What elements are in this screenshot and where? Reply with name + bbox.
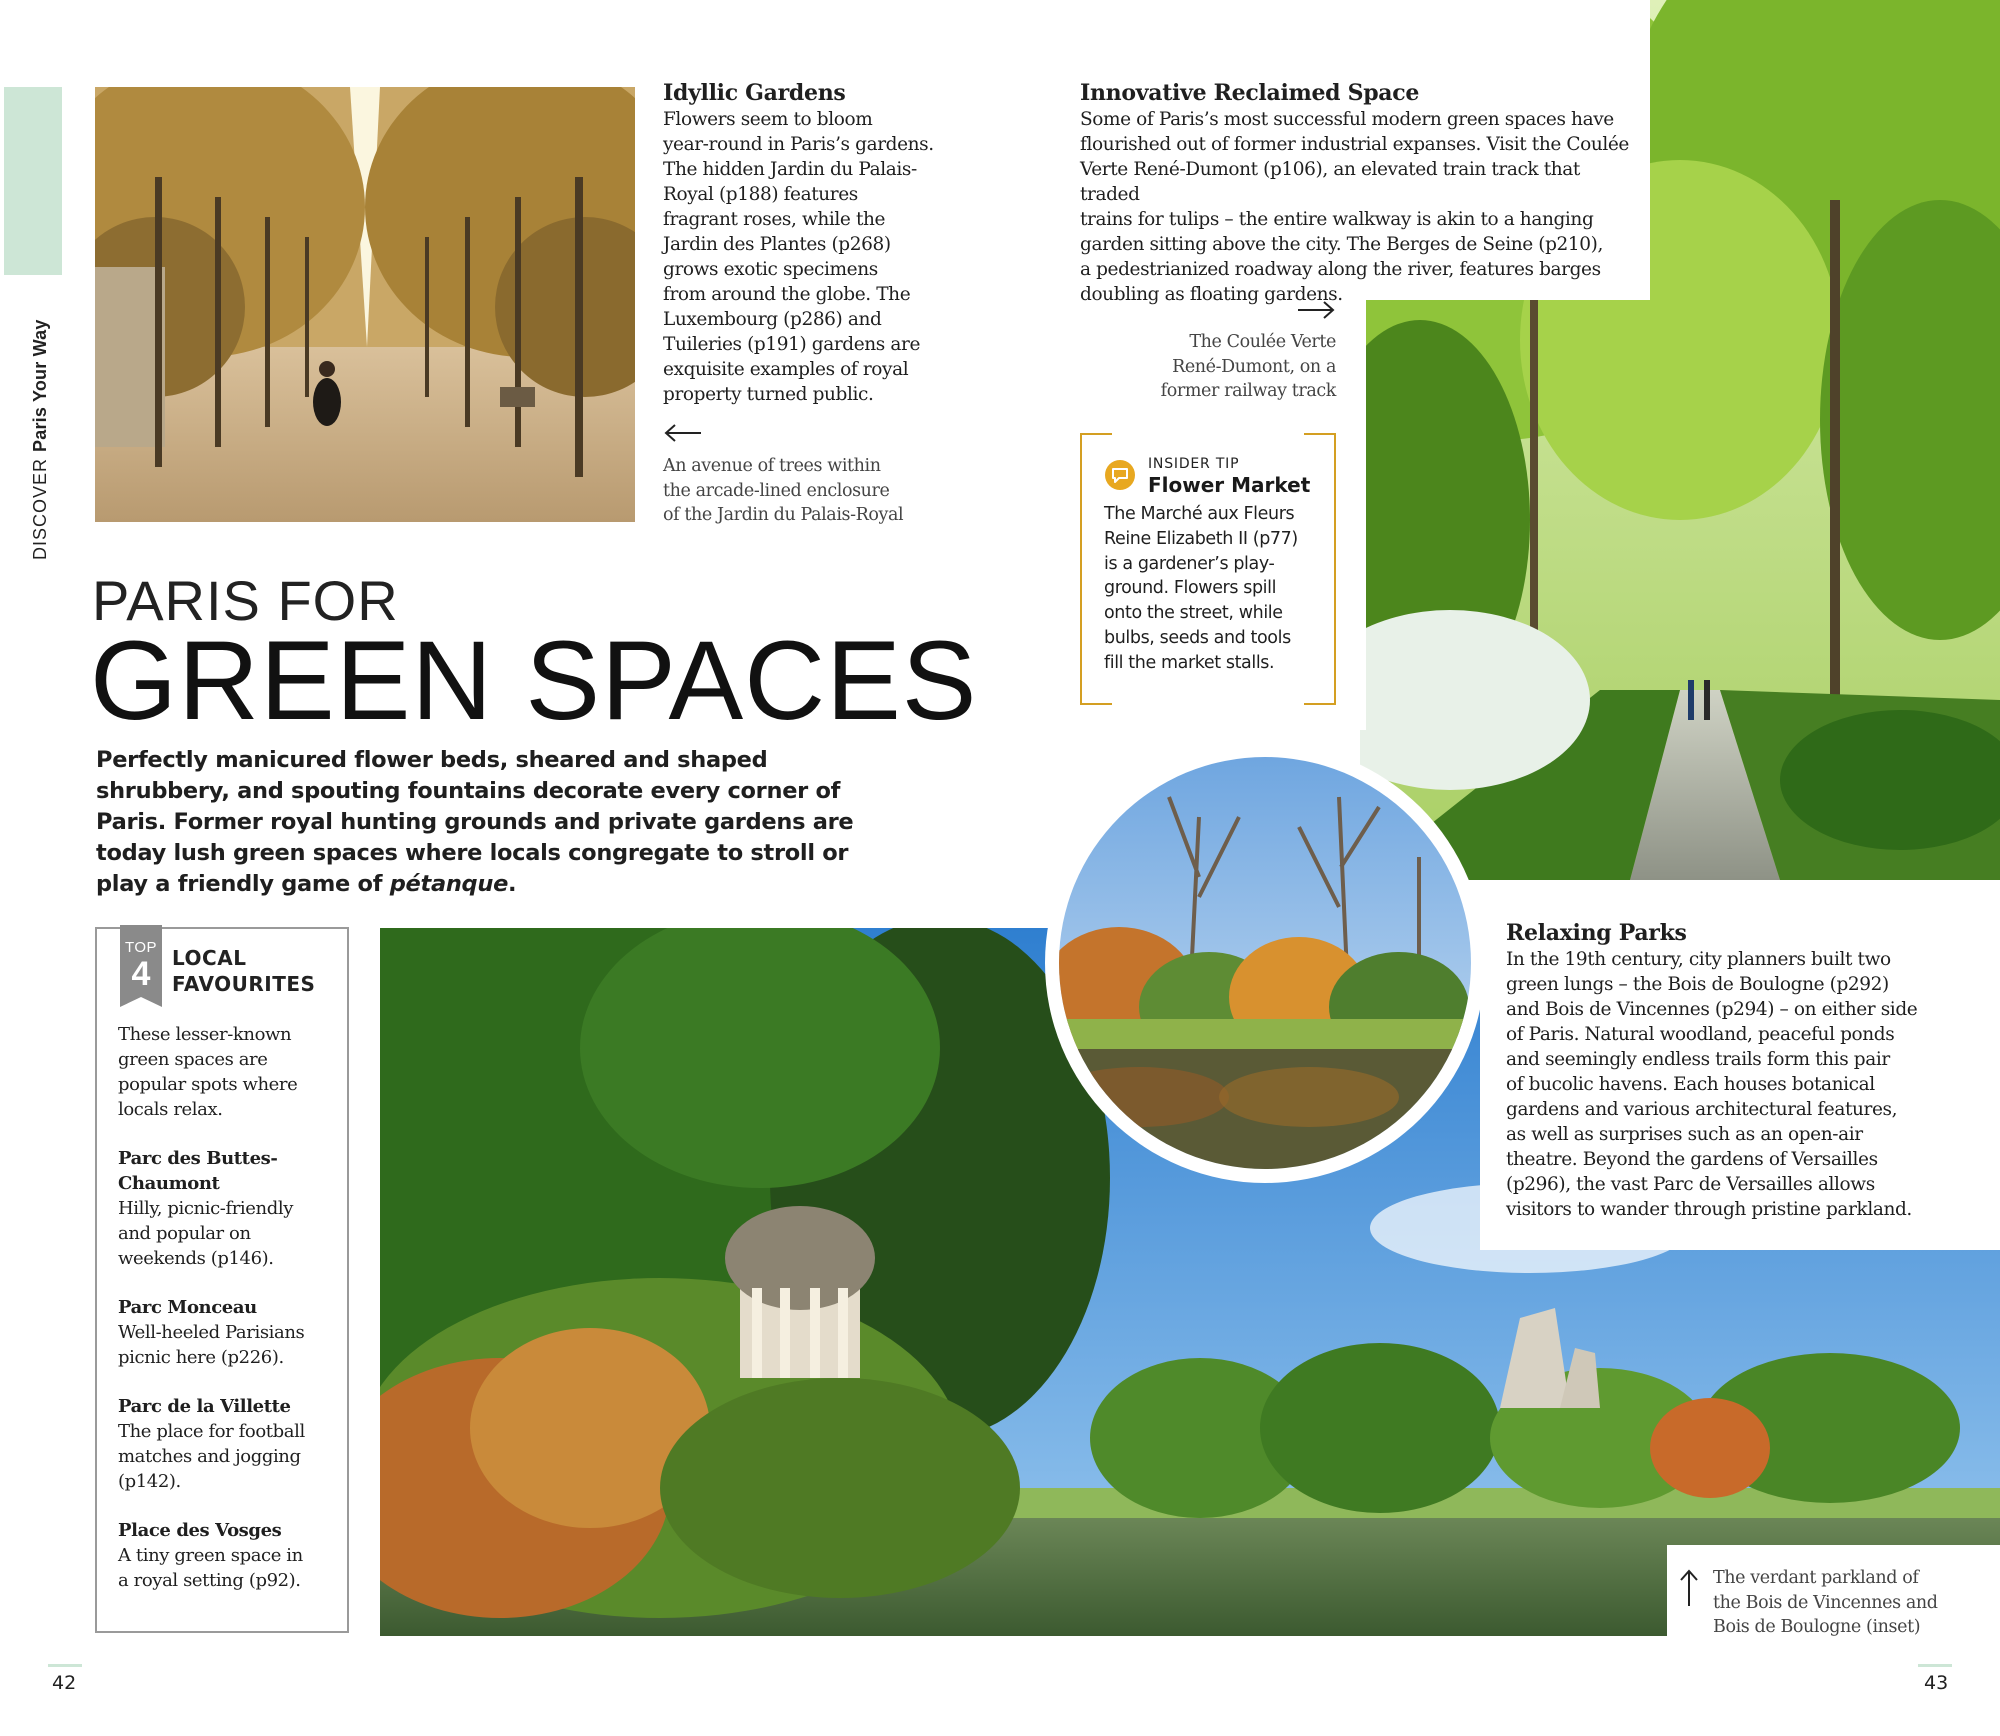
text-line: visitors to wander through pristine parkland. — [1506, 1199, 1912, 1220]
text-line: popular spots where — [118, 1074, 298, 1095]
text-line: Royal (p188) features — [663, 184, 858, 205]
caption-line: former railway track — [1160, 381, 1336, 401]
text-line: Luxembourg (p286) and — [663, 309, 882, 330]
text-line: Jardin des Plantes (p268) — [663, 234, 891, 255]
favourite-desc: A tiny green space in — [118, 1545, 303, 1566]
idyllic-gardens-text — [663, 107, 993, 407]
heading-line: FAVOURITES — [172, 972, 316, 996]
palais-royal-photo — [95, 87, 635, 522]
top4-badge-number: 4 — [131, 955, 151, 993]
section-tab — [4, 87, 62, 275]
text-line: doubling as floating gardens. — [1080, 284, 1343, 305]
idyllic-gardens-heading: Idyllic Gardens — [663, 80, 846, 106]
relaxing-parks-section — [1506, 920, 1986, 1222]
speech-bubble-icon — [1105, 460, 1135, 490]
text-line: The Marché aux Fleurs — [1104, 504, 1295, 524]
list-item — [118, 1146, 338, 1271]
reclaimed-heading: Innovative Reclaimed Space — [1080, 80, 1420, 106]
favourite-desc: matches and jogging — [118, 1446, 301, 1467]
caption-line: Bois de Boulogne (inset) — [1713, 1617, 1921, 1637]
text-line: onto the street, while — [1104, 603, 1283, 624]
text-line: Tuileries (p191) gardens are — [663, 334, 921, 355]
favourite-desc: and popular on — [118, 1223, 251, 1244]
text-line: green lungs – the Bois de Boulogne (p292) — [1506, 974, 1889, 995]
text-line: as well as surprises such as an open-air — [1506, 1124, 1863, 1145]
text-line: of bucolic havens. Each houses botanical — [1506, 1074, 1875, 1095]
arrow-up-icon — [1678, 1568, 1700, 1608]
arrow-left-icon — [663, 423, 703, 443]
text-line: a pedestrianized roadway along the river, features barges — [1080, 259, 1601, 280]
running-head-chapter: Paris Your Way — [30, 319, 50, 452]
page-number-right: 43 — [1924, 1672, 1949, 1694]
favourite-name: Parc Monceau — [118, 1297, 257, 1318]
caption-line: An avenue of trees within — [663, 456, 881, 476]
favourite-desc: picnic here (p226). — [118, 1347, 284, 1368]
relaxing-parks-text — [1506, 947, 1986, 1222]
list-item — [118, 1518, 338, 1593]
text-line: green spaces are — [118, 1049, 268, 1070]
caption-line: The Coulée Verte — [1189, 332, 1336, 352]
caption-line: René-Dumont, on a — [1172, 356, 1336, 377]
text-line: theatre. Beyond the gardens of Versailles — [1506, 1149, 1878, 1170]
favourite-desc: The place for football — [118, 1421, 305, 1442]
text-line: and seemingly endless trails form this pair — [1506, 1049, 1890, 1070]
insider-tip-text — [1104, 502, 1314, 676]
text-line: is a gardener’s play- — [1104, 553, 1275, 574]
page-title-line2: GREEN SPACES — [90, 618, 978, 743]
text-line: Flowers seem to bloom — [663, 109, 873, 130]
text-line: property turned public. — [663, 384, 874, 405]
text-line: ground. Flowers spill — [1104, 578, 1277, 599]
idyllic-gardens-section — [663, 80, 993, 407]
text-line: These lesser-known — [118, 1024, 292, 1045]
top4-badge — [120, 925, 162, 1007]
text-line: Verte René-Dumont (p106), an elevated train track that traded — [1080, 159, 1580, 205]
favourite-desc: Hilly, picnic-friendly — [118, 1198, 293, 1219]
reclaimed-text — [1080, 107, 1640, 307]
insider-tip-title: Flower Market — [1148, 473, 1311, 497]
text-line: In the 19th century, city planners built two — [1506, 949, 1891, 970]
list-item — [118, 1394, 338, 1494]
text-line: gardens and various architectural features, — [1506, 1099, 1898, 1120]
text-line: exquisite examples of royal — [663, 359, 909, 380]
text-line: year-round in Paris’s gardens. — [663, 134, 934, 155]
insider-tip-label: INSIDER TIP — [1148, 456, 1240, 472]
favourites-intro — [118, 1022, 338, 1122]
page-rule-left — [48, 1664, 82, 1667]
text-line: fragrant roses, while the — [663, 209, 886, 230]
palais-royal-caption — [663, 454, 963, 528]
running-head — [30, 319, 51, 560]
text-line: trains for tulips – the entire walkway is akin to a hanging — [1080, 209, 1594, 230]
favourite-desc: weekends (p146). — [118, 1248, 274, 1269]
text-line: grows exotic specimens — [663, 259, 878, 280]
favourite-name: Chaumont — [118, 1173, 220, 1194]
text-line: flourished out of former industrial expanses. Visit the Coulée — [1080, 134, 1629, 155]
text-line: The hidden Jardin du Palais- — [663, 159, 917, 180]
page-number-left: 42 — [52, 1672, 77, 1694]
vincennes-caption — [1713, 1566, 1993, 1640]
favourite-name: Parc des Buttes- — [118, 1148, 278, 1169]
caption-line: the Bois de Vincennes and — [1713, 1592, 1938, 1613]
text-line: and Bois de Vincennes (p294) – on either side — [1506, 999, 1918, 1020]
local-favourites-list — [118, 1022, 338, 1593]
reclaimed-section — [1080, 80, 1640, 307]
favourite-desc: a royal setting (p92). — [118, 1570, 301, 1591]
intro-italic: pétanque — [389, 871, 509, 897]
top4-badge-top: TOP — [124, 939, 158, 956]
caption-line: The verdant parkland of — [1713, 1568, 1919, 1588]
favourite-name: Place des Vosges — [118, 1520, 282, 1541]
intro-text: Perfectly manicured flower beds, sheared and shaped shrubbery, and spouting fountains decorate every corner of Paris. Former royal hunting grounds and private gardens are today lush green spaces where locals congregate to stroll or play a friendly game of — [96, 747, 854, 897]
relaxing-parks-heading: Relaxing Parks — [1506, 920, 1687, 946]
text-line: of Paris. Natural woodland, peaceful ponds — [1506, 1024, 1895, 1045]
list-item — [118, 1295, 338, 1370]
text-line: Some of Paris’s most successful modern green spaces have — [1080, 109, 1614, 130]
intro-paragraph — [96, 745, 906, 900]
favourite-desc: (p142). — [118, 1471, 181, 1492]
favourite-desc: Well-heeled Parisians — [118, 1322, 305, 1343]
caption-line: the arcade-lined enclosure — [663, 480, 890, 501]
bois-de-boulogne-inset-photo — [1045, 743, 1485, 1183]
text-line: (p296), the vast Parc de Versailles allows — [1506, 1174, 1875, 1195]
arrow-right-icon — [1296, 300, 1336, 320]
favourite-name: Parc de la Villette — [118, 1396, 291, 1417]
caption-line: of the Jardin du Palais-Royal — [663, 505, 904, 525]
text-line: locals relax. — [118, 1099, 223, 1120]
running-head-section: DISCOVER — [30, 457, 50, 560]
text-line: bulbs, seeds and tools — [1104, 627, 1291, 648]
local-favourites-heading — [172, 945, 315, 997]
coulee-verte-caption — [1100, 330, 1336, 404]
text-line: Reine Elizabeth II (p77) — [1104, 528, 1298, 549]
text-line: from around the globe. The — [663, 284, 911, 305]
page-title-line1: PARIS FOR — [92, 569, 399, 632]
page-rule-right — [1918, 1664, 1952, 1667]
intro-text-end: . — [508, 871, 517, 897]
text-line: garden sitting above the city. The Berges de Seine (p210), — [1080, 234, 1603, 255]
heading-line: LOCAL — [172, 946, 247, 970]
text-line: fill the market stalls. — [1104, 652, 1275, 673]
